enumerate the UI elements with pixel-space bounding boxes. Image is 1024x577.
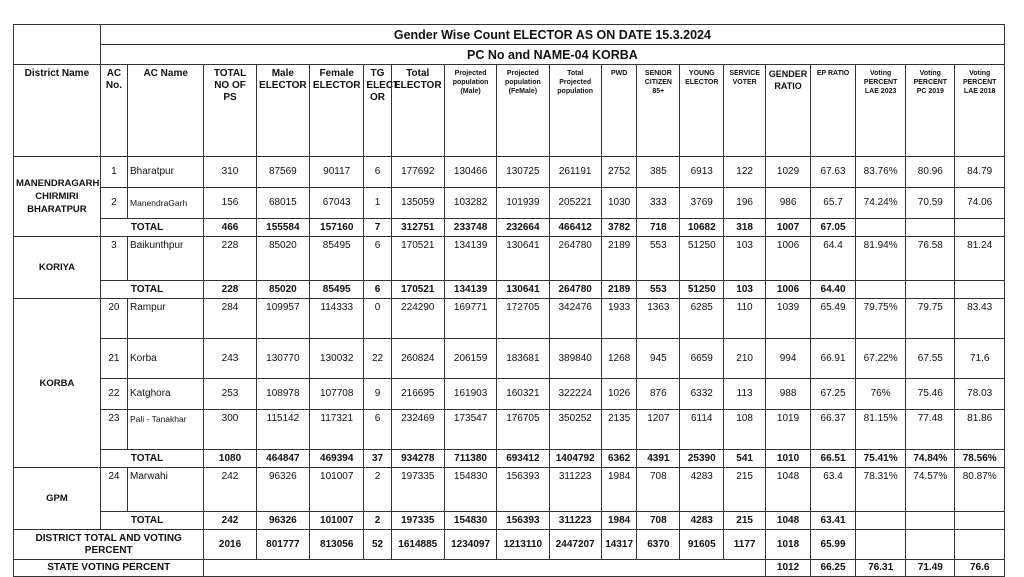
cell-proj-female: 176705 xyxy=(497,410,549,450)
district-name: KORIYA xyxy=(14,237,101,299)
cell-proj-male: 169771 xyxy=(444,299,496,339)
cell-service: 108 xyxy=(724,410,766,450)
cell-vp-2019: 80.96 xyxy=(906,157,955,188)
cell-total: 934278 xyxy=(391,450,444,468)
header-ep-ratio: EP RATIO xyxy=(811,65,856,157)
cell-vp-2023 xyxy=(856,281,906,299)
report-subtitle: PC No and NAME-04 KORBA xyxy=(100,45,1004,65)
cell-proj-total: 2447207 xyxy=(549,530,601,560)
cell-young: 6285 xyxy=(680,299,724,339)
cell-ps: 228 xyxy=(204,281,256,299)
cell-young: 4283 xyxy=(680,468,724,512)
total-label: TOTAL xyxy=(100,219,204,237)
header-ac-name: AC Name xyxy=(128,65,204,157)
cell-gender-ratio: 1010 xyxy=(766,450,811,468)
cell-ps: 2016 xyxy=(204,530,256,560)
cell-gender-ratio: 1019 xyxy=(766,410,811,450)
cell-vp-2019: 75.46 xyxy=(906,379,955,410)
total-row xyxy=(14,512,1005,530)
cell-ps: 310 xyxy=(204,157,256,188)
cell-young: 6114 xyxy=(680,410,724,450)
cell-proj-total: 350252 xyxy=(549,410,601,450)
cell-female: 101007 xyxy=(310,512,364,530)
cell-vp-2018 xyxy=(955,512,1005,530)
cell-gender-ratio: 1007 xyxy=(766,219,811,237)
cell-vp-2019 xyxy=(906,219,955,237)
cell-total: 216695 xyxy=(391,379,444,410)
cell-service: 215 xyxy=(724,468,766,512)
cell-young: 4283 xyxy=(680,512,724,530)
cell-proj-female: 156393 xyxy=(497,468,549,512)
cell-senior: 1363 xyxy=(637,299,680,339)
header-male: Male ELECTOR xyxy=(256,65,309,157)
cell-male: 85020 xyxy=(256,237,309,281)
cell-tg: 22 xyxy=(364,339,391,379)
cell-gender-ratio: 1039 xyxy=(766,299,811,339)
cell-tg: 9 xyxy=(364,379,391,410)
cell-proj-total: 264780 xyxy=(549,237,601,281)
cell-female: 107708 xyxy=(310,379,364,410)
cell-ep-ratio: 67.63 xyxy=(811,157,856,188)
cell-tg: 37 xyxy=(364,450,391,468)
cell-ps: 466 xyxy=(204,219,256,237)
header-row xyxy=(14,65,1005,157)
cell-female: 67043 xyxy=(310,188,364,219)
cell-pwd: 1984 xyxy=(601,468,637,512)
cell-total: 197335 xyxy=(391,512,444,530)
cell-ps: 253 xyxy=(204,379,256,410)
cell-vp-2023: 76% xyxy=(856,379,906,410)
cell-ac-no: 2 xyxy=(100,188,127,219)
cell-tg: 52 xyxy=(364,530,391,560)
cell-service: 318 xyxy=(724,219,766,237)
cell-ac-name: Baikunthpur xyxy=(128,237,204,281)
cell-tg: 1 xyxy=(364,188,391,219)
cell-gender-ratio: 1006 xyxy=(766,281,811,299)
cell-pwd: 2135 xyxy=(601,410,637,450)
cell-pwd: 1984 xyxy=(601,512,637,530)
cell-male: 96326 xyxy=(256,512,309,530)
header-vp-2018: Voting PERCENT LAE 2018 xyxy=(955,65,1005,157)
header-gender-ratio: GENDER RATIO xyxy=(766,65,811,157)
cell-vp-2018: 80.87% xyxy=(955,468,1005,512)
cell-male: 464847 xyxy=(256,450,309,468)
cell-proj-male: 206159 xyxy=(444,339,496,379)
cell-total: 232469 xyxy=(391,410,444,450)
cell-male: 108978 xyxy=(256,379,309,410)
cell-total: 177692 xyxy=(391,157,444,188)
cell-senior: 4391 xyxy=(637,450,680,468)
total-row xyxy=(14,219,1005,237)
cell-ep-ratio: 64.4 xyxy=(811,237,856,281)
cell-tg: 6 xyxy=(364,157,391,188)
cell-proj-male: 173547 xyxy=(444,410,496,450)
cell-proj-female: 172705 xyxy=(497,299,549,339)
cell-proj-female: 160321 xyxy=(497,379,549,410)
cell-proj-total: 311223 xyxy=(549,512,601,530)
cell-female: 101007 xyxy=(310,468,364,512)
header-ac-no: AC No. xyxy=(100,65,127,157)
cell-vp-2018 xyxy=(955,281,1005,299)
cell-vp-2018: 83.43 xyxy=(955,299,1005,339)
cell-male: 155584 xyxy=(256,219,309,237)
district-name: KORBA xyxy=(14,299,101,468)
cell-ep-ratio: 67.25 xyxy=(811,379,856,410)
header-proj-total: Total Projected population xyxy=(549,65,601,157)
cell-gender-ratio: 1048 xyxy=(766,468,811,512)
cell-total: 224290 xyxy=(391,299,444,339)
cell-ep-ratio: 66.51 xyxy=(811,450,856,468)
header-vp-2019: Voting PERCENT PC 2019 xyxy=(906,65,955,157)
cell-service: 122 xyxy=(724,157,766,188)
cell-young: 6659 xyxy=(680,339,724,379)
cell-ep-ratio: 65.49 xyxy=(811,299,856,339)
cell-ac-no: 22 xyxy=(100,379,127,410)
cell-senior: 333 xyxy=(637,188,680,219)
header-tg: TG ELECT OR xyxy=(364,65,391,157)
cell-gender-ratio: 1029 xyxy=(766,157,811,188)
cell-gender-ratio: 1048 xyxy=(766,512,811,530)
header-proj-female: Projected population (FeMale) xyxy=(497,65,549,157)
header-total: Total ELECTOR xyxy=(391,65,444,157)
cell-vp-2023 xyxy=(856,219,906,237)
cell-vp-2018: 84.79 xyxy=(955,157,1005,188)
cell-young: 51250 xyxy=(680,237,724,281)
cell-senior: 1207 xyxy=(637,410,680,450)
district-name: GPM xyxy=(14,468,101,530)
cell-young: 25390 xyxy=(680,450,724,468)
cell-proj-male: 134139 xyxy=(444,237,496,281)
cell-ep-ratio: 66.91 xyxy=(811,339,856,379)
cell-senior: 708 xyxy=(637,512,680,530)
cell-female: 130032 xyxy=(310,339,364,379)
cell-vp-2019: 71.49 xyxy=(906,560,955,577)
cell-female: 114333 xyxy=(310,299,364,339)
cell-proj-female: 130641 xyxy=(497,237,549,281)
cell-vp-2018: 71.6 xyxy=(955,339,1005,379)
cell-senior: 718 xyxy=(637,219,680,237)
cell-pwd: 2189 xyxy=(601,237,637,281)
cell-ac-name: Bharatpur xyxy=(128,157,204,188)
cell-ep-ratio: 64.40 xyxy=(811,281,856,299)
cell-vp-2019 xyxy=(906,281,955,299)
cell-proj-male: 233748 xyxy=(444,219,496,237)
cell-ac-no: 20 xyxy=(100,299,127,339)
cell-vp-2023: 76.31 xyxy=(856,560,906,577)
cell-vp-2023 xyxy=(856,512,906,530)
cell-proj-total: 1404792 xyxy=(549,450,601,468)
cell-tg: 6 xyxy=(364,281,391,299)
cell-ps: 228 xyxy=(204,237,256,281)
cell-vp-2018: 76.6 xyxy=(955,560,1005,577)
table-row xyxy=(14,468,1005,512)
cell-proj-female: 130641 xyxy=(497,281,549,299)
cell-tg: 0 xyxy=(364,299,391,339)
header-total-ps: TOTAL NO OF PS xyxy=(204,65,256,157)
cell-pwd: 2189 xyxy=(601,281,637,299)
cell-male: 96326 xyxy=(256,468,309,512)
cell-pwd: 1030 xyxy=(601,188,637,219)
cell-male: 130770 xyxy=(256,339,309,379)
cell-total: 312751 xyxy=(391,219,444,237)
cell-total: 170521 xyxy=(391,237,444,281)
district-total-label: DISTRICT TOTAL AND VOTING PERCENT xyxy=(14,530,204,560)
cell-ac-name: Rampur xyxy=(128,299,204,339)
report-title: Gender Wise Count ELECTOR AS ON DATE 15.3.2024 xyxy=(100,25,1004,45)
cell-gender-ratio: 986 xyxy=(766,188,811,219)
cell-ps: 284 xyxy=(204,299,256,339)
cell-pwd: 1268 xyxy=(601,339,637,379)
cell-female: 85495 xyxy=(310,281,364,299)
cell-pwd: 14317 xyxy=(601,530,637,560)
cell-female: 157160 xyxy=(310,219,364,237)
cell-total: 170521 xyxy=(391,281,444,299)
cell-proj-male: 161903 xyxy=(444,379,496,410)
cell-vp-2018 xyxy=(955,219,1005,237)
cell-vp-2023: 83.76% xyxy=(856,157,906,188)
cell-proj-male: 154830 xyxy=(444,512,496,530)
cell-vp-2023: 81.94% xyxy=(856,237,906,281)
cell-senior: 385 xyxy=(637,157,680,188)
cell-proj-total: 466412 xyxy=(549,219,601,237)
cell-senior: 876 xyxy=(637,379,680,410)
cell-female: 90117 xyxy=(310,157,364,188)
district-total-row xyxy=(14,530,1005,560)
cell-tg: 6 xyxy=(364,410,391,450)
cell-pwd: 1026 xyxy=(601,379,637,410)
cell-male: 109957 xyxy=(256,299,309,339)
cell-proj-male: 134139 xyxy=(444,281,496,299)
cell-vp-2019: 74.84% xyxy=(906,450,955,468)
cell-ac-no: 23 xyxy=(100,410,127,450)
cell-ac-name: ManendraGarh xyxy=(128,188,204,219)
cell-vp-2023: 67.22% xyxy=(856,339,906,379)
cell-proj-total: 322224 xyxy=(549,379,601,410)
cell-service: 103 xyxy=(724,281,766,299)
cell-ps: 242 xyxy=(204,512,256,530)
cell-proj-female: 693412 xyxy=(497,450,549,468)
total-label: TOTAL xyxy=(100,281,204,299)
cell-proj-total: 389840 xyxy=(549,339,601,379)
cell-pwd: 3782 xyxy=(601,219,637,237)
cell-vp-2019: 76.58 xyxy=(906,237,955,281)
cell-total: 260824 xyxy=(391,339,444,379)
cell-pwd: 1933 xyxy=(601,299,637,339)
cell-senior: 6370 xyxy=(637,530,680,560)
cell-proj-male: 1234097 xyxy=(444,530,496,560)
cell-female: 117321 xyxy=(310,410,364,450)
cell-male: 85020 xyxy=(256,281,309,299)
cell-proj-total: 342476 xyxy=(549,299,601,339)
cell-senior: 553 xyxy=(637,237,680,281)
cell-gender-ratio: 1012 xyxy=(766,560,811,577)
cell-vp-2019: 67.55 xyxy=(906,339,955,379)
cell-young: 6913 xyxy=(680,157,724,188)
header-vp-2023: Voting PERCENT LAE 2023 xyxy=(856,65,906,157)
cell-young: 10682 xyxy=(680,219,724,237)
cell-ps: 1080 xyxy=(204,450,256,468)
cell-ac-name: Korba xyxy=(128,339,204,379)
table-row xyxy=(14,157,1005,188)
cell-young: 6332 xyxy=(680,379,724,410)
cell-vp-2018: 74.06 xyxy=(955,188,1005,219)
cell-proj-female: 156393 xyxy=(497,512,549,530)
cell-vp-2018: 78.56% xyxy=(955,450,1005,468)
header-district: District Name xyxy=(14,65,101,157)
cell-vp-2018: 81.86 xyxy=(955,410,1005,450)
cell-proj-female: 183681 xyxy=(497,339,549,379)
cell-ps: 156 xyxy=(204,188,256,219)
cell-service: 103 xyxy=(724,237,766,281)
cell-vp-2023: 75.41% xyxy=(856,450,906,468)
district-name: MANENDRAGARH CHIRMIRI BHARATPUR xyxy=(14,157,101,237)
elector-table xyxy=(13,24,1005,577)
cell-pwd: 6362 xyxy=(601,450,637,468)
cell-service: 110 xyxy=(724,299,766,339)
cell-ep-ratio: 66.37 xyxy=(811,410,856,450)
cell-vp-2023: 78.31% xyxy=(856,468,906,512)
header-proj-male: Projected population (Male) xyxy=(444,65,496,157)
cell-ep-ratio: 66.25 xyxy=(811,560,856,577)
cell-service: 1177 xyxy=(724,530,766,560)
cell-ac-name: Pali - Tanakhar xyxy=(128,410,204,450)
header-female: Female ELECTOR xyxy=(310,65,364,157)
cell-vp-2018: 78.03 xyxy=(955,379,1005,410)
total-row xyxy=(14,281,1005,299)
cell-male: 87569 xyxy=(256,157,309,188)
cell-senior: 945 xyxy=(637,339,680,379)
cell-ep-ratio: 63.4 xyxy=(811,468,856,512)
cell-pwd: 2752 xyxy=(601,157,637,188)
cell-ep-ratio: 63.41 xyxy=(811,512,856,530)
cell-proj-female: 130725 xyxy=(497,157,549,188)
cell-ac-name: Katghora xyxy=(128,379,204,410)
cell-gender-ratio: 988 xyxy=(766,379,811,410)
cell-gender-ratio: 1018 xyxy=(766,530,811,560)
cell-proj-female: 1213110 xyxy=(497,530,549,560)
cell-tg: 2 xyxy=(364,512,391,530)
cell-ps: 242 xyxy=(204,468,256,512)
cell-proj-male: 154830 xyxy=(444,468,496,512)
cell-proj-total: 311223 xyxy=(549,468,601,512)
cell-ac-no: 3 xyxy=(100,237,127,281)
cell-total: 135059 xyxy=(391,188,444,219)
cell-vp-2019: 77.48 xyxy=(906,410,955,450)
cell-proj-male: 130466 xyxy=(444,157,496,188)
table-row xyxy=(14,339,1005,379)
header-young: YOUNG ELECTOR xyxy=(680,65,724,157)
cell-vp-2023: 81.15% xyxy=(856,410,906,450)
header-service: SERVICE VOTER xyxy=(724,65,766,157)
total-label: TOTAL xyxy=(100,450,204,468)
cell-proj-female: 232664 xyxy=(497,219,549,237)
cell-male: 115142 xyxy=(256,410,309,450)
cell-vp-2019 xyxy=(906,512,955,530)
total-row xyxy=(14,450,1005,468)
cell-tg: 7 xyxy=(364,219,391,237)
cell-senior: 553 xyxy=(637,281,680,299)
cell-tg: 6 xyxy=(364,237,391,281)
cell-ep-ratio: 65.7 xyxy=(811,188,856,219)
cell-male: 68015 xyxy=(256,188,309,219)
cell-proj-male: 103282 xyxy=(444,188,496,219)
cell-ac-no: 21 xyxy=(100,339,127,379)
cell-female: 813056 xyxy=(310,530,364,560)
cell-total: 1614885 xyxy=(391,530,444,560)
cell-vp-2023: 74.24% xyxy=(856,188,906,219)
cell-service: 215 xyxy=(724,512,766,530)
cell-ac-name: Marwahi xyxy=(128,468,204,512)
cell-gender-ratio: 994 xyxy=(766,339,811,379)
cell-gender-ratio: 1006 xyxy=(766,237,811,281)
table-row xyxy=(14,379,1005,410)
cell-service: 196 xyxy=(724,188,766,219)
cell-vp-2018: 81.24 xyxy=(955,237,1005,281)
cell-ac-no: 1 xyxy=(100,157,127,188)
cell-ep-ratio: 65.99 xyxy=(811,530,856,560)
cell-vp-2019: 74.57% xyxy=(906,468,955,512)
cell-total: 197335 xyxy=(391,468,444,512)
cell-vp-2019: 79.75 xyxy=(906,299,955,339)
table-row xyxy=(14,188,1005,219)
cell-vp-2019: 70.59 xyxy=(906,188,955,219)
cell-proj-total: 205221 xyxy=(549,188,601,219)
cell-proj-total: 261191 xyxy=(549,157,601,188)
cell-service: 541 xyxy=(724,450,766,468)
cell-service: 210 xyxy=(724,339,766,379)
table-row xyxy=(14,299,1005,339)
cell-senior: 708 xyxy=(637,468,680,512)
cell-proj-female: 101939 xyxy=(497,188,549,219)
elector-report xyxy=(13,24,1005,577)
state-label: STATE VOTING PERCENT xyxy=(14,560,204,577)
cell-tg: 2 xyxy=(364,468,391,512)
header-senior: SENIOR CITIZEN 85+ xyxy=(637,65,680,157)
table-row xyxy=(14,410,1005,450)
cell-proj-total: 264780 xyxy=(549,281,601,299)
cell-male: 801777 xyxy=(256,530,309,560)
cell-vp-2023: 79.75% xyxy=(856,299,906,339)
cell-young: 3769 xyxy=(680,188,724,219)
total-label: TOTAL xyxy=(100,512,204,530)
cell-proj-male: 711380 xyxy=(444,450,496,468)
state-row xyxy=(14,560,1005,577)
cell-service: 113 xyxy=(724,379,766,410)
cell-young: 51250 xyxy=(680,281,724,299)
cell-ac-no: 24 xyxy=(100,468,127,512)
cell-ps: 300 xyxy=(204,410,256,450)
cell-ep-ratio: 67.05 xyxy=(811,219,856,237)
cell-female: 469394 xyxy=(310,450,364,468)
table-row xyxy=(14,237,1005,281)
cell-ps: 243 xyxy=(204,339,256,379)
cell-female: 85495 xyxy=(310,237,364,281)
cell-young: 91605 xyxy=(680,530,724,560)
header-pwd: PWD xyxy=(601,65,637,157)
